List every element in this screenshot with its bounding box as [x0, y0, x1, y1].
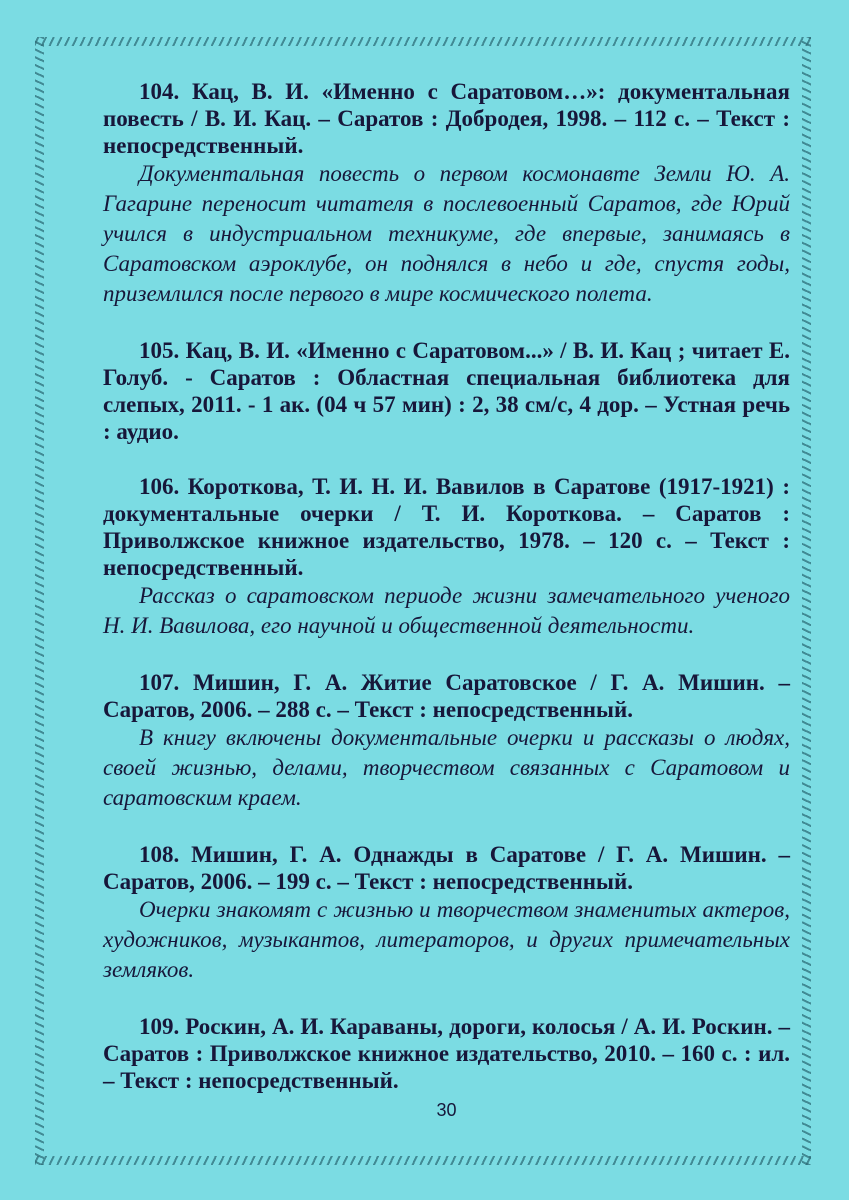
- decorative-border-right: [802, 37, 811, 1165]
- bibliography-list: [103, 78, 790, 1094]
- entry-annotation: В книгу включены документальные очерки и рассказы о людях, своей жизнью, делами, творчеством связанных с Саратовом и саратовским краем.: [103, 725, 790, 810]
- entry-annotation: Документальная повесть о первом космонавте Земли Ю. А. Гагарине переносит читателя в послевоенный Саратов, где Юрий учился в индустриальном техникуме, где впервые, занимаясь в Саратовском аэроклубе, он поднялся в небо и где, спустя годы, приземлился после первого в мире космического полета.: [103, 161, 790, 306]
- entry-annotation: Очерки знакомят с жизнью и творчеством знаменитых актеров, художников, музыкантов, литераторов, и других примечательных земляков.: [103, 897, 790, 982]
- entry-citation: 109. Роскин, А. И. Караваны, дороги, колосья / А. И. Роскин. – Саратов : Приволжское книжное издательство, 2010. – 160 с. : ил. – Текст : непосредственный.: [103, 1014, 790, 1093]
- bibliography-entry-109: [103, 1013, 790, 1094]
- decorative-border-left: [35, 37, 44, 1165]
- bibliography-entry-106: [103, 473, 790, 641]
- bibliography-entry-108: [103, 841, 790, 985]
- bibliography-entry-107: [103, 669, 790, 813]
- page-number: 30: [436, 1100, 457, 1120]
- entry-citation: 106. Короткова, Т. И. Н. И. Вавилов в Саратове (1917-1921) : документальные очерки / Т. И. Короткова. – Саратов : Приволжское книжное издательство, 1978. – 120 с. – Текст : непосредственный.: [103, 474, 790, 580]
- entry-citation: 105. Кац, В. И. «Именно с Саратовом...» / В. И. Кац ; читает Е. Голуб. - Саратов : Областная специальная библиотека для слепых, 2011. - 1 ак. (04 ч 57 мин) : 2, 38 см/с, 4 дор. – Устная речь : аудио.: [103, 338, 790, 444]
- entry-citation: 107. Мишин, Г. А. Житие Саратовское / Г. А. Мишин. – Саратов, 2006. – 288 с. – Текст : непосредственный.: [103, 670, 790, 722]
- decorative-border-bottom: [35, 1156, 811, 1165]
- entry-citation: 104. Кац, В. И. «Именно с Саратовом…»: документальная повесть / В. И. Кац. – Саратов : Добродея, 1998. – 112 с. – Текст : непосредственный.: [103, 79, 790, 158]
- entry-citation: 108. Мишин, Г. А. Однажды в Саратове / Г. А. Мишин. – Саратов, 2006. – 199 с. – Текст : непосредственный.: [103, 842, 790, 894]
- bibliography-entry-104: [103, 78, 790, 309]
- decorative-border-top: [35, 37, 811, 46]
- bibliography-entry-105: [103, 337, 790, 445]
- entry-annotation: Рассказ о саратовском периоде жизни замечательного ученого Н. И. Вавилова, его научной и общественной деятельности.: [103, 583, 790, 638]
